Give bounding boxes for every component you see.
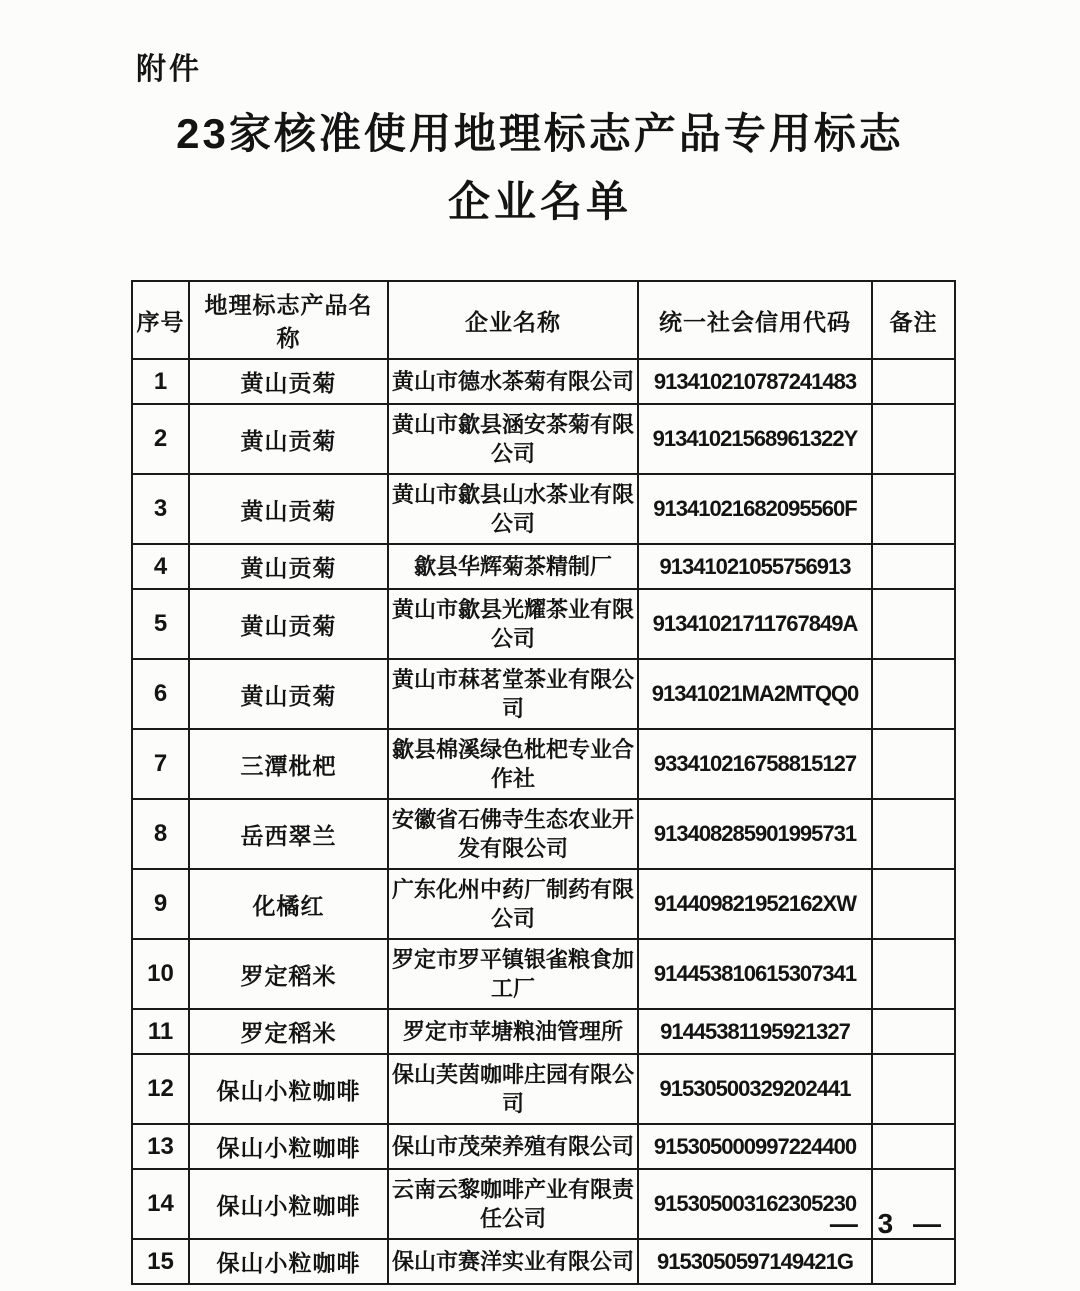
cell-remark <box>872 1124 955 1169</box>
page-number: — 3 — <box>829 1208 947 1239</box>
cell-product-name: 保山小粒咖啡 <box>189 1124 388 1169</box>
cell-credit-code: 91341021682095560F <box>638 474 872 544</box>
table-row <box>132 1054 955 1124</box>
cell-remark <box>872 1239 955 1284</box>
cell-credit-code: 91341021711767849A <box>638 589 872 659</box>
cell-credit-code: 913410210787241483 <box>638 359 872 404</box>
table-row <box>132 589 955 659</box>
table-row <box>132 1124 955 1169</box>
cell-credit-code: 914453810615307341 <box>638 939 872 1009</box>
cell-product-name: 黄山贡菊 <box>189 589 388 659</box>
cell-product-name: 保山小粒咖啡 <box>189 1054 388 1124</box>
cell-serial-number: 10 <box>132 939 189 1009</box>
cell-serial-number: 12 <box>132 1054 189 1124</box>
cell-remark <box>872 544 955 589</box>
cell-remark <box>872 474 955 544</box>
cell-serial-number: 1 <box>132 359 189 404</box>
table-body <box>132 359 955 1284</box>
cell-company-name: 黄山市歙县涵安茶菊有限公司 <box>388 404 638 474</box>
cell-company-name: 保山芙茵咖啡庄园有限公司 <box>388 1054 638 1124</box>
header-code: 统一社会信用代码 <box>638 281 872 359</box>
cell-company-name: 黄山市歙县光耀茶业有限公司 <box>388 589 638 659</box>
header-company: 企业名称 <box>388 281 638 359</box>
table-row <box>132 1239 955 1284</box>
table-row <box>132 729 955 799</box>
cell-company-name: 罗定市罗平镇银雀粮食加工厂 <box>388 939 638 1009</box>
cell-remark <box>872 404 955 474</box>
cell-remark <box>872 1054 955 1124</box>
cell-credit-code: 933410216758815127 <box>638 729 872 799</box>
header-product: 地理标志产品名称 <box>189 281 388 359</box>
cell-remark <box>872 359 955 404</box>
cell-credit-code: 91445381195921327 <box>638 1009 872 1054</box>
page-title <box>0 104 1080 232</box>
cell-company-name: 安徽省石佛寺生态农业开发有限公司 <box>388 799 638 869</box>
page-title-line2: 企业名单 <box>447 178 632 225</box>
cell-product-name: 保山小粒咖啡 <box>189 1239 388 1284</box>
table-row <box>132 359 955 404</box>
cell-company-name: 罗定市苹塘粮油管理所 <box>388 1009 638 1054</box>
cell-product-name: 黄山贡菊 <box>189 659 388 729</box>
page-title-line1: 23家核准使用地理标志产品专用标志 <box>176 110 904 157</box>
cell-serial-number: 7 <box>132 729 189 799</box>
cell-credit-code: 915305000997224400 <box>638 1124 872 1169</box>
cell-company-name: 保山市茂荣养殖有限公司 <box>388 1124 638 1169</box>
cell-company-name: 黄山市歙县山水茶业有限公司 <box>388 474 638 544</box>
cell-credit-code: 913408285901995731 <box>638 799 872 869</box>
cell-product-name: 黄山贡菊 <box>189 404 388 474</box>
cell-remark <box>872 659 955 729</box>
cell-remark <box>872 939 955 1009</box>
cell-company-name: 歙县棉溪绿色枇杷专业合作社 <box>388 729 638 799</box>
cell-company-name: 广东化州中药厂制药有限公司 <box>388 869 638 939</box>
cell-product-name: 黄山贡菊 <box>189 359 388 404</box>
cell-company-name: 云南云黎咖啡产业有限责任公司 <box>388 1169 638 1239</box>
cell-remark <box>872 869 955 939</box>
cell-company-name: 黄山市菻茗堂茶业有限公司 <box>388 659 638 729</box>
cell-product-name: 罗定稻米 <box>189 1009 388 1054</box>
cell-serial-number: 15 <box>132 1239 189 1284</box>
cell-serial-number: 8 <box>132 799 189 869</box>
cell-product-name: 黄山贡菊 <box>189 474 388 544</box>
cell-company-name: 保山市赛洋实业有限公司 <box>388 1239 638 1284</box>
cell-product-name: 保山小粒咖啡 <box>189 1169 388 1239</box>
table-row <box>132 939 955 1009</box>
cell-remark <box>872 729 955 799</box>
table-row <box>132 1009 955 1054</box>
table-row <box>132 544 955 589</box>
cell-credit-code: 915305003162305230 <box>638 1169 872 1239</box>
table-row <box>132 659 955 729</box>
cell-serial-number: 5 <box>132 589 189 659</box>
table-header <box>132 281 955 359</box>
cell-serial-number: 2 <box>132 404 189 474</box>
cell-company-name: 黄山市德水茶菊有限公司 <box>388 359 638 404</box>
cell-serial-number: 11 <box>132 1009 189 1054</box>
cell-remark <box>872 589 955 659</box>
cell-serial-number: 6 <box>132 659 189 729</box>
table-row <box>132 404 955 474</box>
cell-company-name: 歙县华辉菊茶精制厂 <box>388 544 638 589</box>
cell-product-name: 罗定稻米 <box>189 939 388 1009</box>
cell-serial-number: 4 <box>132 544 189 589</box>
cell-product-name: 三潭枇杷 <box>189 729 388 799</box>
cell-serial-number: 14 <box>132 1169 189 1239</box>
header-row <box>132 281 955 359</box>
cell-credit-code: 914409821952162XW <box>638 869 872 939</box>
cell-remark <box>872 799 955 869</box>
cell-remark <box>872 1009 955 1054</box>
cell-serial-number: 9 <box>132 869 189 939</box>
cell-credit-code: 91530500329202441 <box>638 1054 872 1124</box>
table-row <box>132 474 955 544</box>
enterprise-table <box>131 280 956 1285</box>
cell-serial-number: 13 <box>132 1124 189 1169</box>
table-row <box>132 799 955 869</box>
cell-product-name: 岳西翠兰 <box>189 799 388 869</box>
cell-credit-code: 91341021MA2MTQQ0 <box>638 659 872 729</box>
cell-product-name: 化橘红 <box>189 869 388 939</box>
cell-credit-code: 91341021055756913 <box>638 544 872 589</box>
header-no: 序号 <box>132 281 189 359</box>
header-remark: 备注 <box>872 281 955 359</box>
attachment-label: 附件 <box>136 53 202 86</box>
cell-serial-number: 3 <box>132 474 189 544</box>
cell-credit-code: 91341021568961322Y <box>638 404 872 474</box>
cell-product-name: 黄山贡菊 <box>189 544 388 589</box>
table-row <box>132 869 955 939</box>
cell-credit-code: 9153050597149421G <box>638 1239 872 1284</box>
